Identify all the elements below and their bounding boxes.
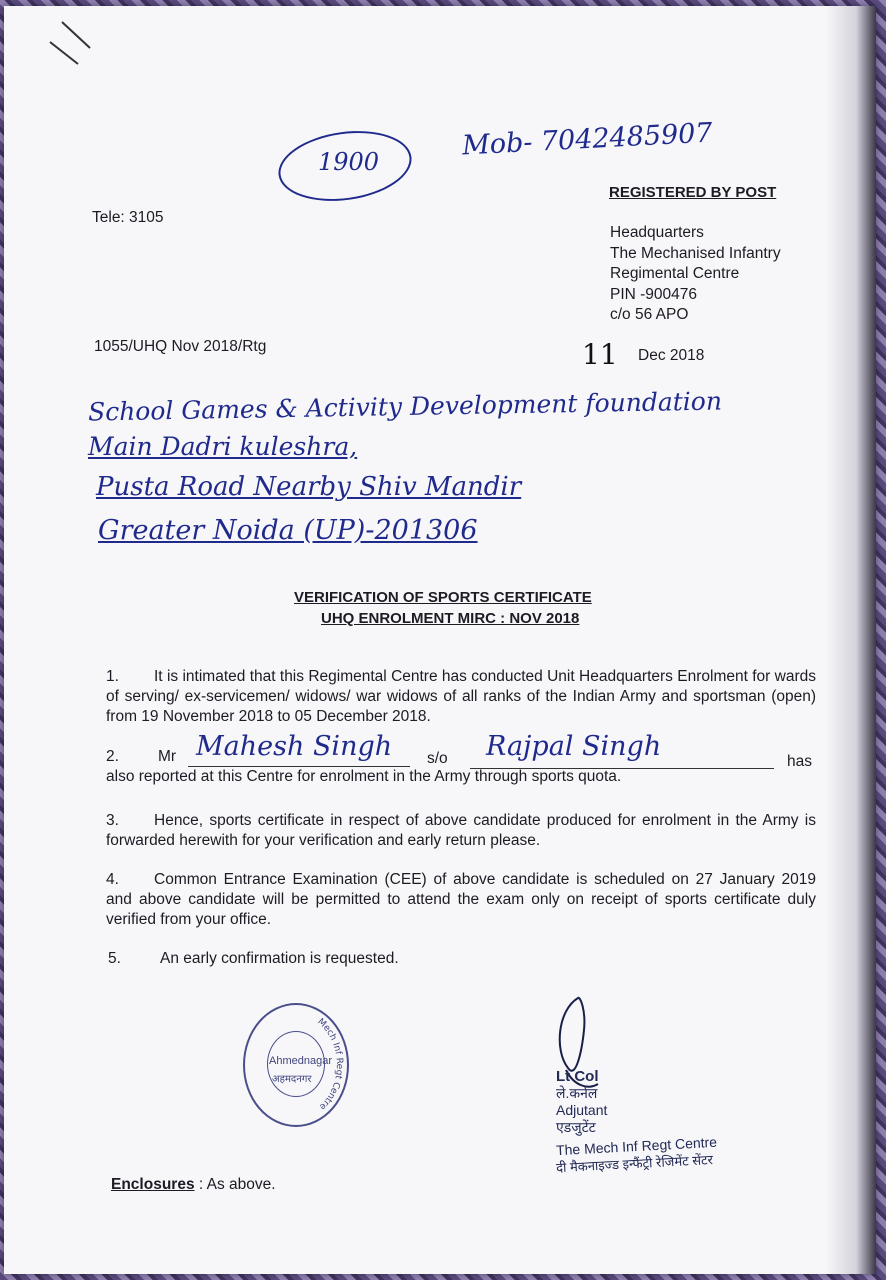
circled-reference-number: 1900 xyxy=(318,148,380,176)
signatory-unit-hindi: दी मैकनाइज्ड इन्फैंट्री रेजिमेंट सेंटर xyxy=(555,1152,714,1176)
paragraph-number: 5. xyxy=(108,950,121,967)
tele-number: Tele: 3105 xyxy=(92,209,164,226)
subject-line-2: UHQ ENROLMENT MIRC : NOV 2018 xyxy=(321,610,580,627)
registered-by-post: REGISTERED BY POST xyxy=(609,184,777,201)
enclosures-separator: : xyxy=(198,1176,204,1193)
paragraph-2-continuation: also reported at this Centre for enrolment in the Army through sports quota. xyxy=(106,768,622,785)
paragraph-2-mr: Mr xyxy=(158,748,177,765)
paragraph-text: It is intimated that this Regimental Centre has conducted Unit Headquarters Enrolment for wards of serving/ ex-servicemen/ widows/ war widows of all ranks of the Indian Army and sportsman (open) from 19 November 2018 to 05 December 2018. xyxy=(106,668,816,725)
paragraph-2-so: s/o xyxy=(427,750,448,767)
recipient-line-1: School Games & Activity Development foundation xyxy=(87,386,723,427)
paragraph-2-number: 2. xyxy=(106,748,119,765)
official-seal xyxy=(243,1003,349,1127)
seal-city: Ahmednagar xyxy=(269,1055,332,1067)
file-reference: 1055/UHQ Nov 2018/Rtg xyxy=(94,338,267,355)
signature-block xyxy=(555,1068,718,1176)
paragraph-number: 4. xyxy=(106,871,119,888)
recipient-line-4: Greater Noida (UP)-201306 xyxy=(98,515,478,546)
date-day: 11 xyxy=(582,338,618,371)
signatory-designation-hindi: एडजुटेंट xyxy=(556,1119,596,1135)
paragraph-number: 1. xyxy=(106,668,119,685)
signatory-rank: Lt Col xyxy=(556,1068,599,1085)
paragraph-text: Hence, sports certificate in respect of above candidate produced for enrolment in the Army is forwarded herewith for your verification and early return please. xyxy=(106,812,816,849)
seal-ring-text: Mech Inf Regt Centre xyxy=(315,1016,344,1112)
page-edge-shadow xyxy=(826,6,876,1274)
paragraph-2-has: has xyxy=(787,753,812,770)
pen-mark-icon xyxy=(40,20,110,70)
sender-address xyxy=(610,223,781,326)
recipient-line-2: Main Dadri kuleshra, xyxy=(88,432,358,461)
signatory-rank-hindi: ले.कर्नल xyxy=(556,1085,598,1101)
mobile-note: Mob- 7042485907 xyxy=(461,117,714,162)
seal-city-hindi: अहमदनगर xyxy=(272,1074,312,1085)
signatory-designation: Adjutant xyxy=(556,1102,608,1118)
address-line: PIN -900476 xyxy=(610,285,698,303)
enclosures xyxy=(111,1175,276,1195)
recipient-line-3: Pusta Road Nearby Shiv Mandir xyxy=(96,472,522,502)
address-line: Regimental Centre xyxy=(610,265,740,282)
address-line: The Mechanised Infantry xyxy=(610,244,781,262)
date-month-year: Dec 2018 xyxy=(638,347,705,364)
enclosures-value: As above. xyxy=(206,1176,276,1193)
paragraph-4 xyxy=(106,870,816,930)
paragraph-text: Common Entrance Examination (CEE) of above candidate is scheduled on 27 January 2019 and above candidate will be permitted to attend the exam only on receipt of sports certificate duly verified from your office. xyxy=(106,871,816,928)
address-line: Headquarters xyxy=(610,224,704,241)
subject-line-1: VERIFICATION OF SPORTS CERTIFICATE xyxy=(294,589,592,606)
paragraph-number: 3. xyxy=(106,812,119,829)
paragraph-3 xyxy=(106,811,816,851)
paragraph-5 xyxy=(108,949,399,969)
address-line: c/o 56 APO xyxy=(610,306,689,323)
signatory-unit: The Mech Inf Regt Centre xyxy=(555,1133,718,1159)
paragraph-1 xyxy=(106,667,816,727)
paragraph-text: An early confirmation is requested. xyxy=(160,950,399,967)
candidate-name: Mahesh Singh xyxy=(196,731,393,762)
father-name: Rajpal Singh xyxy=(486,731,662,762)
enclosures-label: Enclosures xyxy=(111,1176,195,1193)
